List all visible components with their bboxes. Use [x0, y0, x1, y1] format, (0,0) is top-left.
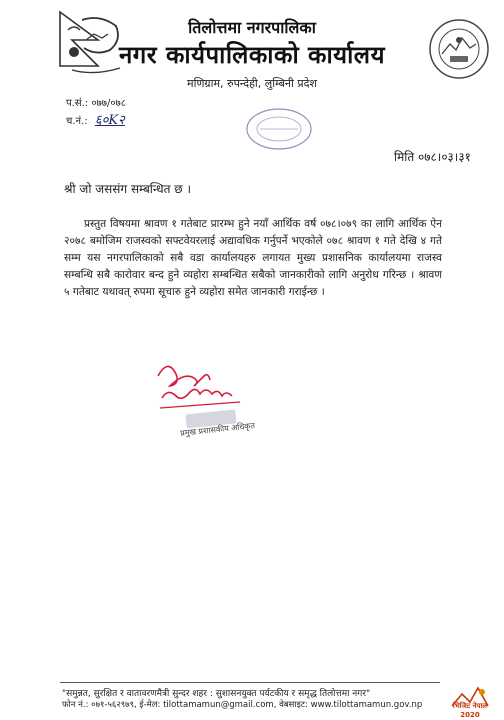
letter-body: प्रस्तुत विषयमा श्रावण १ गतेबाट प्रारम्भ हुने नयाँ आर्थिक वर्ष ०७८।०७९ का लागि आर्थिक ऐन २०७८ बमोजिम राजस्वको सफ्टवेयरलाई अद्यावधिक गर्नुपर्ने भएकोले ०७८ श्रावण १ गते देखि ४ गते सम्म यस नगरपालिकाको सबै वडा कार्यालयहरु लगायत मुख्य प्रशासनिक कार्यालयमा राजस्व सम्बन्धि सबै कारोवार बन्द हुने व्यहोरा सम्बन्धित सबैको जानकारीको लागि अनुरोध गरिन्छ । श्रावण ५ गतेबाट यथावत् रुपमा सूचारु हुने व्यहोरा समेत जानकारी गराईन्छ । — [64, 218, 442, 298]
municipality-name: तिलोत्तमा नगरपालिका — [188, 18, 316, 37]
office-name: नगर कार्यपालिकाको कार्यालय — [118, 41, 386, 69]
letter-date: मिति ०७८।०३।३१ — [394, 150, 471, 164]
reference-number — [66, 95, 126, 109]
ps-value: ०७७/०७८ — [91, 98, 126, 109]
chn-label: च.नं.: — [66, 116, 88, 127]
office-stamp-icon — [244, 106, 314, 152]
footer-contact: फोन नं.: ०७१-५६२९७९, ई-मेल: tilottamamun@gmail.com, वेबसाइट: www.tilottamamun.gov.np — [62, 700, 423, 710]
footer-motto: "समुन्नत, सुरक्षित र वातावरणमैत्री सुन्दर शहर : सुशासनयुक्त पर्यटकीय र समृद्ध तिलोत्तमा नगर" — [62, 689, 371, 699]
signatory-title: प्रमुख प्रशासकीय अधिकृत — [179, 421, 256, 438]
dispatch-number — [66, 110, 125, 128]
office-address: मणिग्राम, रुपन्देही, लुम्बिनी प्रदेश — [187, 77, 317, 90]
chn-value: ६०K२ — [94, 113, 125, 128]
ps-label: प.सं.: — [66, 98, 89, 109]
visit-nepal-logo-text: भिजिट नेपाल 2020 — [452, 702, 488, 719]
salutation: श्री जो जससंग सम्बन्धित छ । — [64, 182, 192, 196]
footer-divider — [60, 682, 440, 683]
municipality-logo-icon — [428, 18, 490, 80]
